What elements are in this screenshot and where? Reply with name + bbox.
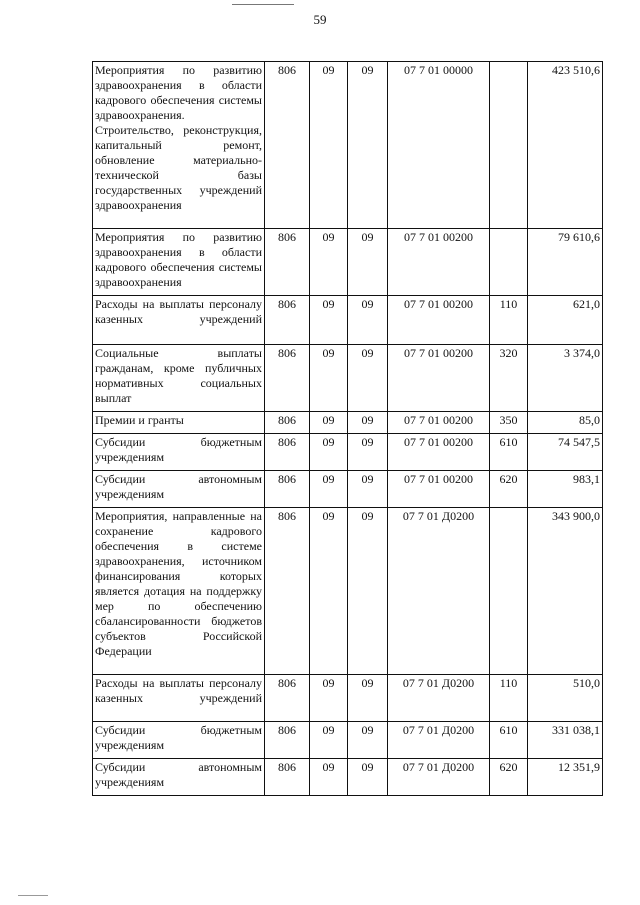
table-row — [93, 345, 603, 412]
row-subsection: 09 — [348, 508, 388, 675]
table-row — [93, 508, 603, 675]
row-name: Мероприятия по развитию здравоохранения в области кадрового обеспечения системы здравоохранения. Строительство, реконструкция, капитальный ремонт, обновление материально-технической базы государственных учреждений здравоохранения — [93, 62, 265, 229]
row-amount: 621,0 — [528, 296, 603, 345]
row-section: 09 — [310, 722, 348, 759]
row-amount: 79 610,6 — [528, 229, 603, 296]
row-expense-type — [490, 229, 528, 296]
row-section: 09 — [310, 412, 348, 434]
row-name: Субсидии автономным учреждениям — [93, 759, 265, 796]
row-admin: 806 — [265, 722, 310, 759]
row-expense-type — [490, 508, 528, 675]
row-section: 09 — [310, 296, 348, 345]
row-name: Расходы на выплаты персоналу казенных учреждений — [93, 296, 265, 345]
row-name: Субсидии бюджетным учреждениям — [93, 722, 265, 759]
row-section: 09 — [310, 434, 348, 471]
row-admin: 806 — [265, 759, 310, 796]
row-section: 09 — [310, 229, 348, 296]
row-target: 07 7 01 00000 — [388, 62, 490, 229]
row-target: 07 7 01 00200 — [388, 434, 490, 471]
row-amount: 510,0 — [528, 675, 603, 722]
table-row — [93, 412, 603, 434]
row-target: 07 7 01 00200 — [388, 345, 490, 412]
row-amount: 423 510,6 — [528, 62, 603, 229]
row-target: 07 7 01 Д0200 — [388, 508, 490, 675]
row-expense-type: 110 — [490, 675, 528, 722]
row-expense-type: 350 — [490, 412, 528, 434]
row-amount: 74 547,5 — [528, 434, 603, 471]
row-expense-type — [490, 62, 528, 229]
row-target: 07 7 01 Д0200 — [388, 759, 490, 796]
row-expense-type: 110 — [490, 296, 528, 345]
row-name: Социальные выплаты гражданам, кроме публичных нормативных социальных выплат — [93, 345, 265, 412]
row-target: 07 7 01 00200 — [388, 229, 490, 296]
row-admin: 806 — [265, 412, 310, 434]
page-number: 59 — [313, 12, 327, 27]
row-subsection: 09 — [348, 296, 388, 345]
row-admin: 806 — [265, 62, 310, 229]
row-target: 07 7 01 00200 — [388, 296, 490, 345]
table-row — [93, 62, 603, 229]
row-admin: 806 — [265, 471, 310, 508]
row-name: Субсидии бюджетным учреждениям — [93, 434, 265, 471]
row-expense-type: 620 — [490, 471, 528, 508]
row-subsection: 09 — [348, 229, 388, 296]
row-section: 09 — [310, 675, 348, 722]
row-expense-type: 320 — [490, 345, 528, 412]
table-row — [93, 296, 603, 345]
row-name: Субсидии автономным учреждениям — [93, 471, 265, 508]
row-amount: 12 351,9 — [528, 759, 603, 796]
budget-table — [92, 61, 603, 796]
row-target: 07 7 01 00200 — [388, 412, 490, 434]
row-name: Премии и гранты — [93, 412, 265, 434]
row-name: Мероприятия, направленные на сохранение кадрового обеспечения в системе здравоохранения, источником финансирования которых является дотация на поддержку мер по обеспечению сбалансированности бюджетов субъектов Российской Федерации — [93, 508, 265, 675]
row-amount: 3 374,0 — [528, 345, 603, 412]
row-section: 09 — [310, 471, 348, 508]
row-subsection: 09 — [348, 345, 388, 412]
table-row — [93, 434, 603, 471]
table-row — [93, 229, 603, 296]
row-expense-type: 610 — [490, 722, 528, 759]
table-row — [93, 675, 603, 722]
row-subsection: 09 — [348, 759, 388, 796]
row-subsection: 09 — [348, 62, 388, 229]
table-row — [93, 759, 603, 796]
header-rule — [232, 4, 294, 5]
row-subsection: 09 — [348, 675, 388, 722]
row-target: 07 7 01 Д0200 — [388, 675, 490, 722]
row-subsection: 09 — [348, 722, 388, 759]
row-expense-type: 610 — [490, 434, 528, 471]
row-amount: 85,0 — [528, 412, 603, 434]
row-section: 09 — [310, 62, 348, 229]
row-amount: 331 038,1 — [528, 722, 603, 759]
row-amount: 343 900,0 — [528, 508, 603, 675]
table-row — [93, 471, 603, 508]
row-target: 07 7 01 Д0200 — [388, 722, 490, 759]
row-admin: 806 — [265, 434, 310, 471]
row-admin: 806 — [265, 229, 310, 296]
row-expense-type: 620 — [490, 759, 528, 796]
row-subsection: 09 — [348, 471, 388, 508]
row-name: Мероприятия по развитию здравоохранения в области кадрового обеспечения системы здравоохранения — [93, 229, 265, 296]
row-section: 09 — [310, 345, 348, 412]
row-target: 07 7 01 00200 — [388, 471, 490, 508]
row-admin: 806 — [265, 296, 310, 345]
scan-edge-mark — [18, 895, 48, 896]
row-amount: 983,1 — [528, 471, 603, 508]
table-row — [93, 722, 603, 759]
row-section: 09 — [310, 759, 348, 796]
row-name: Расходы на выплаты персоналу казенных учреждений — [93, 675, 265, 722]
row-section: 09 — [310, 508, 348, 675]
row-subsection: 09 — [348, 412, 388, 434]
row-subsection: 09 — [348, 434, 388, 471]
row-admin: 806 — [265, 345, 310, 412]
row-admin: 806 — [265, 508, 310, 675]
row-admin: 806 — [265, 675, 310, 722]
